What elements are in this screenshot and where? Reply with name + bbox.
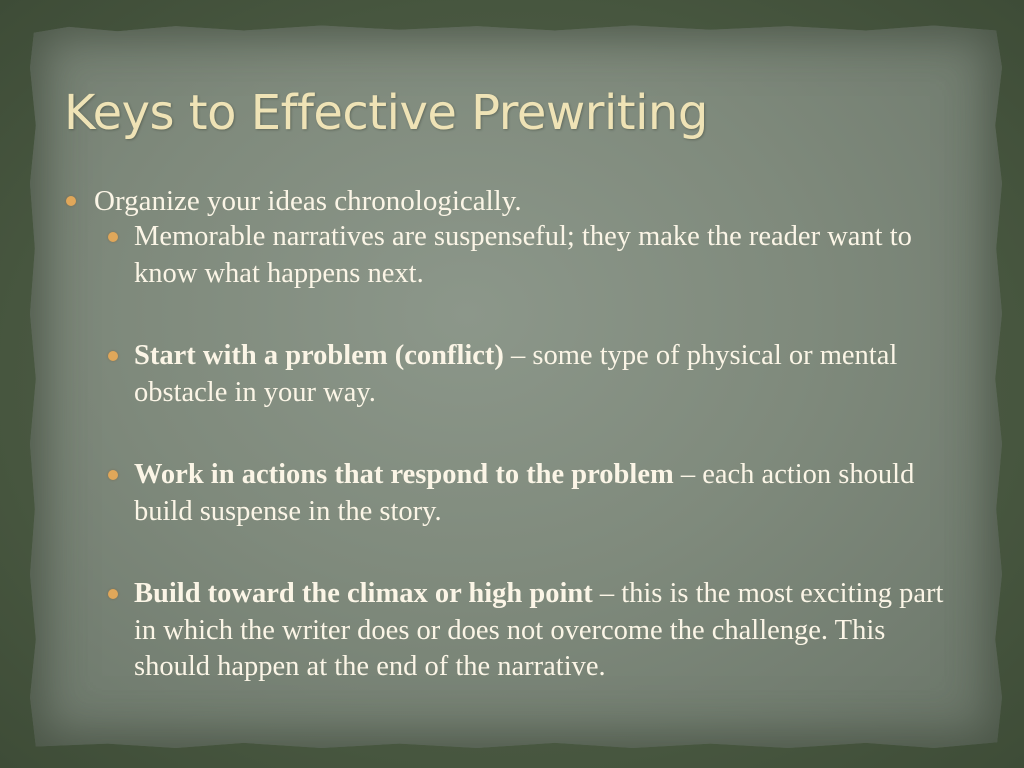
bullet-dot-icon	[66, 196, 76, 206]
sub-bullet-actions	[104, 457, 964, 530]
sub-bullet-climax	[104, 576, 964, 686]
bullet-dot-icon	[108, 589, 118, 599]
bullet-dot-icon	[108, 470, 118, 480]
bullet-dot-icon	[108, 232, 118, 242]
sub-bullet-suspenseful	[104, 219, 964, 292]
bullet-text: Organize your ideas chronologically.	[94, 185, 522, 217]
bullet-dot-icon	[108, 351, 118, 361]
bullet-bold-text: Start with a problem (conflict)	[134, 340, 504, 371]
bullet-text: – some type of physical or mental obstacle in your way.	[134, 340, 898, 408]
sub-bullet-problem	[104, 338, 964, 411]
bullet-bold-text: Build toward the climax or high point	[134, 578, 593, 609]
bullet-bold-text: Work in actions that respond to the problem	[134, 459, 674, 490]
bullet-text: – this is the most exciting part in which the writer does or does not overcome the challenge. This should happen at the end of the narrative.	[134, 578, 944, 682]
bullet-list	[64, 183, 964, 686]
bullet-text: Memorable narratives are suspenseful; they make the reader want to know what happens next.	[134, 221, 912, 289]
slide-title: Keys to Effective Prewriting	[64, 85, 708, 141]
bullet-text: – each action should build suspense in the story.	[134, 459, 915, 527]
bullet-organize-ideas	[64, 183, 964, 219]
